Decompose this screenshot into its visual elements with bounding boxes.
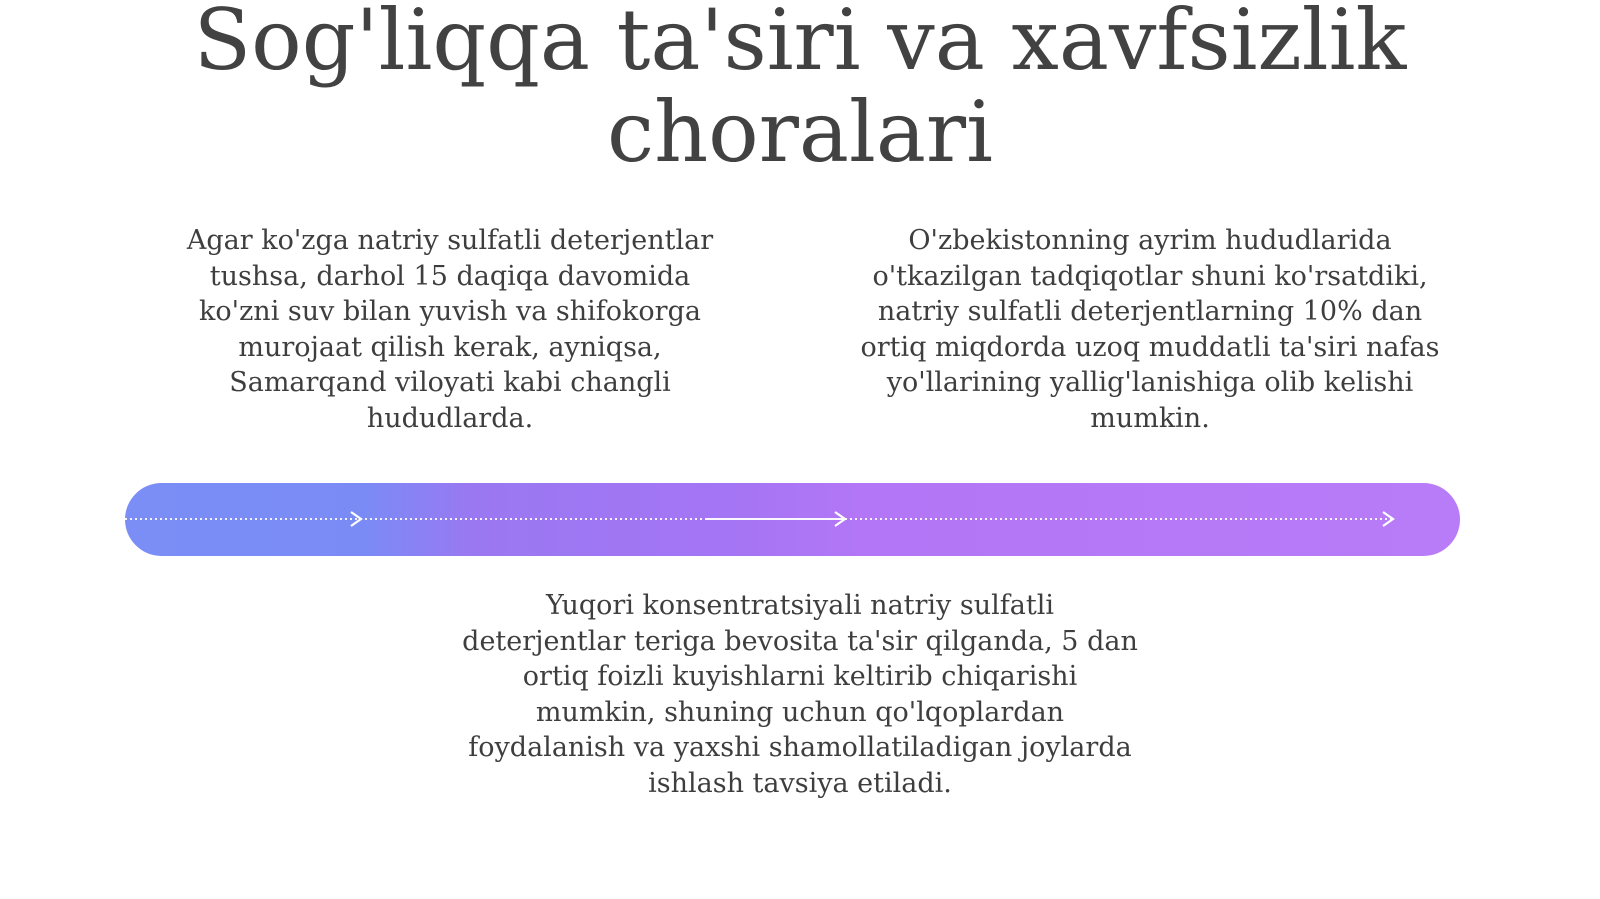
arrow-head-icon — [1383, 512, 1393, 526]
timeline-arrows — [125, 483, 1460, 556]
paragraph-line: Agar ko'zga natriy sulfatli deterjentlar — [186, 225, 714, 256]
right-paragraph — [830, 223, 1470, 436]
left-paragraph — [150, 223, 750, 436]
paragraph-line: deterjentlar teriga bevosita ta'sir qilganda, 5 dan — [462, 625, 1138, 657]
paragraph-line: hududlarda. — [366, 402, 534, 434]
paragraph-line: foydalanish va yaxshi shamollatiladigan joylarda — [468, 732, 1132, 763]
paragraph-line: O'zbekistonning ayrim hududlarida — [908, 225, 1392, 256]
paragraph-line: murojaat qilish kerak, ayniqsa, — [238, 331, 662, 363]
paragraph-line: mumkin, shuning uchun qo'lqoplardan — [535, 696, 1065, 728]
paragraph-line: Yuqori konsentratsiyali natriy sulfatli — [546, 590, 1054, 621]
timeline-bar — [125, 483, 1460, 556]
paragraph-line: ortiq miqdorda uzoq muddatli ta'siri nafas — [860, 331, 1440, 363]
paragraph-line: ortiq foizli kuyishlarni keltirib chiqarishi — [522, 661, 1078, 692]
paragraph-line: Samarqand viloyati kabi changli — [229, 367, 671, 398]
paragraph-line: ishlash tavsiya etiladi. — [648, 767, 952, 799]
paragraph-line: mumkin. — [1090, 402, 1210, 434]
page-title — [0, 0, 1600, 181]
paragraph-line: yo'llarining yallig'lanishiga olib kelishi — [886, 367, 1414, 398]
paragraph-line: natriy sulfatli deterjentlarning 10% dan — [877, 296, 1423, 327]
title-line-1: Sog'liqqa ta'siri va xavfsizlik — [193, 0, 1407, 89]
bottom-paragraph — [440, 588, 1160, 801]
paragraph-line: o'tkazilgan tadqiqotlar shuni ko'rsatdiki, — [872, 260, 1428, 292]
paragraph-line: tushsa, darhol 15 daqiqa davomida — [209, 260, 691, 292]
title-line-2: choralari — [607, 83, 993, 181]
paragraph-line: ko'zni suv bilan yuvish va shifokorga — [199, 296, 701, 327]
